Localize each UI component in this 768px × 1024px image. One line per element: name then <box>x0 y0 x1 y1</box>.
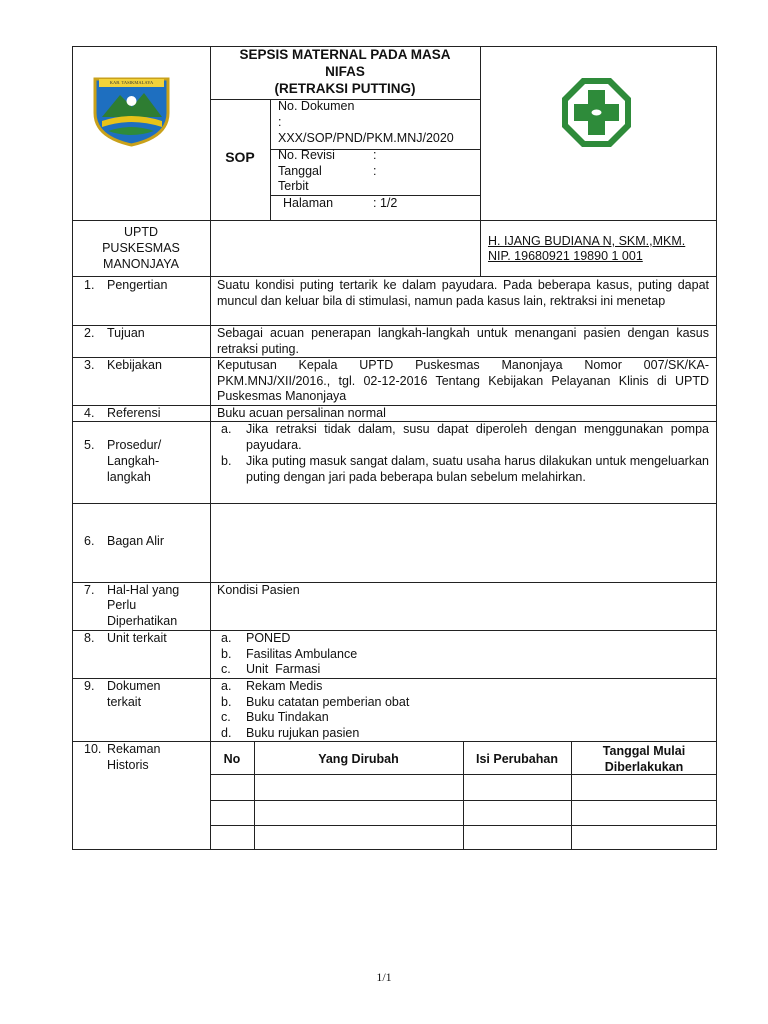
list-marker: c. <box>221 710 231 724</box>
list-marker: b. <box>221 695 232 709</box>
puskesmas-logo <box>560 76 633 149</box>
section-label-bagan-alir: Bagan Alir <box>107 534 164 548</box>
sop-divider <box>270 99 271 220</box>
no-dokumen-label: No. Dokumen <box>278 99 355 113</box>
section-number: 5. <box>84 438 95 452</box>
section-label-hal-hal: Perlu <box>107 598 137 612</box>
list-item: Rekam Medis <box>246 679 323 693</box>
history-header-isi-perubahan: Isi Perubahan <box>476 752 558 766</box>
no-revisi-colon: : <box>373 148 377 162</box>
tanggal-label: Tanggal <box>278 164 322 178</box>
list-marker: a. <box>221 679 232 693</box>
list-marker: b. <box>221 454 232 468</box>
signer-name: H. IJANG BUDIANA N, SKM.,MKM. <box>488 234 686 248</box>
org-name-line-3: MANONJAYA <box>103 257 179 271</box>
list-marker: c. <box>221 662 231 676</box>
document-title-line-3: (RETRAKSI PUTTING) <box>274 81 416 96</box>
list-marker: a. <box>221 422 232 436</box>
health-cross-icon <box>560 76 633 149</box>
section-text-pengertian: Suatu kondisi puting tertarik ke dalam payudara. Pada beberapa kasus, puting dapat muncul dan keluar bila di stimulasi, namun pada kasus lain, rektraksi ini menetap <box>217 278 709 308</box>
halaman-label: Halaman <box>283 196 334 210</box>
history-table-row <box>210 825 717 826</box>
section-label-hal-hal: Diperhatikan <box>107 614 178 628</box>
row-divider <box>72 503 717 504</box>
list-item: Buku Tindakan <box>246 710 329 724</box>
tanggal-colon: : <box>373 164 377 178</box>
no-dokumen-colon: : <box>278 115 282 129</box>
section-label-unit-terkait: Unit terkait <box>107 631 167 645</box>
section-text-tujuan: Sebagai acuan penerapan langkah-langkah untuk menangani pasien dengan kasus retraksi puting. <box>217 326 709 356</box>
history-table-row <box>210 800 717 801</box>
org-name-line-1: UPTD <box>123 225 159 239</box>
section-label-dokumen-terkait: terkait <box>107 695 142 709</box>
document-title-line-2: NIFAS <box>325 64 365 79</box>
terbit-label: Terbit <box>278 179 309 193</box>
list-item: Buku catatan pemberian obat <box>246 695 410 709</box>
list-item: PONED <box>246 631 291 645</box>
section-number: 3. <box>84 358 95 372</box>
section-label-prosedur: langkah <box>107 470 151 484</box>
page-number: 1/1 <box>376 970 392 984</box>
list-item: Jika puting masuk sangat dalam, suatu usaha harus dilakukan untuk mengeluarkan puting dengan jari pada beberapa bulan sebelum melahirkan. <box>246 454 709 484</box>
section-number: 6. <box>84 534 95 548</box>
history-header-tanggal: Tanggal Mulai <box>602 744 686 758</box>
list-marker: a. <box>221 631 232 645</box>
section-label-prosedur: Langkah- <box>107 454 160 468</box>
row-divider <box>72 678 717 679</box>
halaman-value: : 1/2 <box>373 196 398 210</box>
list-item: Fasilitas Ambulance <box>246 647 358 661</box>
regency-logo-label: KAB. TASIKMALAYA <box>109 80 154 85</box>
section-label-kebijakan: Kebijakan <box>107 358 162 372</box>
section-label-hal-hal: Hal-Hal yang <box>107 583 180 597</box>
org-name-line-2: PUSKESMAS <box>102 241 180 255</box>
history-header-tanggal: Diberlakukan <box>604 760 684 774</box>
list-item: Jika retraksi tidak dalam, susu dapat diperoleh dengan menggunakan pompa payudara. <box>246 422 709 452</box>
section-label-pengertian: Pengertian <box>107 278 168 292</box>
section-text-kebijakan: Keputusan Kepala UPTD Puskesmas Manonjaya Nomor 007/SK/KA-PKM.MNJ/XII/2016., tgl. 02-12-2016 Tentang Kebijakan Pelayanan Klinis di UPTD Puskesmas Manonjaya <box>217 358 709 403</box>
no-dokumen-value: XXX/SOP/PND/PKM.MNJ/2020 <box>278 131 454 145</box>
history-header-no: No <box>223 752 241 766</box>
section-text-referensi: Buku acuan persalinan normal <box>217 406 386 420</box>
row-divider <box>72 405 717 406</box>
signer-nip: NIP. 19680921 19890 1 001 <box>488 249 643 263</box>
section-label-dokumen-terkait: Dokumen <box>107 679 161 693</box>
section-number: 1. <box>84 278 95 292</box>
document-title-line-1: SEPSIS MATERNAL PADA MASA <box>239 47 451 62</box>
history-header-yang-dirubah: Yang Dirubah <box>318 752 399 766</box>
section-text-hal-hal: Kondisi Pasien <box>217 583 300 597</box>
list-marker: b. <box>221 647 232 661</box>
no-revisi-label: No. Revisi <box>278 148 335 162</box>
list-marker: d. <box>221 726 232 740</box>
section-number: 2. <box>84 326 95 340</box>
section-label-prosedur: Prosedur/ <box>107 438 162 452</box>
section-number: 9. <box>84 679 95 693</box>
col-divider-right <box>480 46 481 276</box>
list-item: Buku rujukan pasien <box>246 726 360 740</box>
section-number: 10. <box>84 742 102 756</box>
section-label-rekaman: Historis <box>107 758 149 772</box>
row-divider <box>72 741 717 742</box>
section-label-tujuan: Tujuan <box>107 326 145 340</box>
regency-logo <box>90 73 173 147</box>
section-label-rekaman: Rekaman <box>107 742 161 756</box>
header-divider <box>72 220 717 221</box>
section-number: 8. <box>84 631 95 645</box>
col-divider-left <box>210 46 211 850</box>
sop-label: SOP <box>225 149 255 165</box>
section-label-referensi: Referensi <box>107 406 161 420</box>
org-divider <box>72 276 717 277</box>
section-number: 4. <box>84 406 95 420</box>
list-item: Unit Farmasi <box>246 662 321 676</box>
section-number: 7. <box>84 583 95 597</box>
row-divider <box>72 630 717 631</box>
